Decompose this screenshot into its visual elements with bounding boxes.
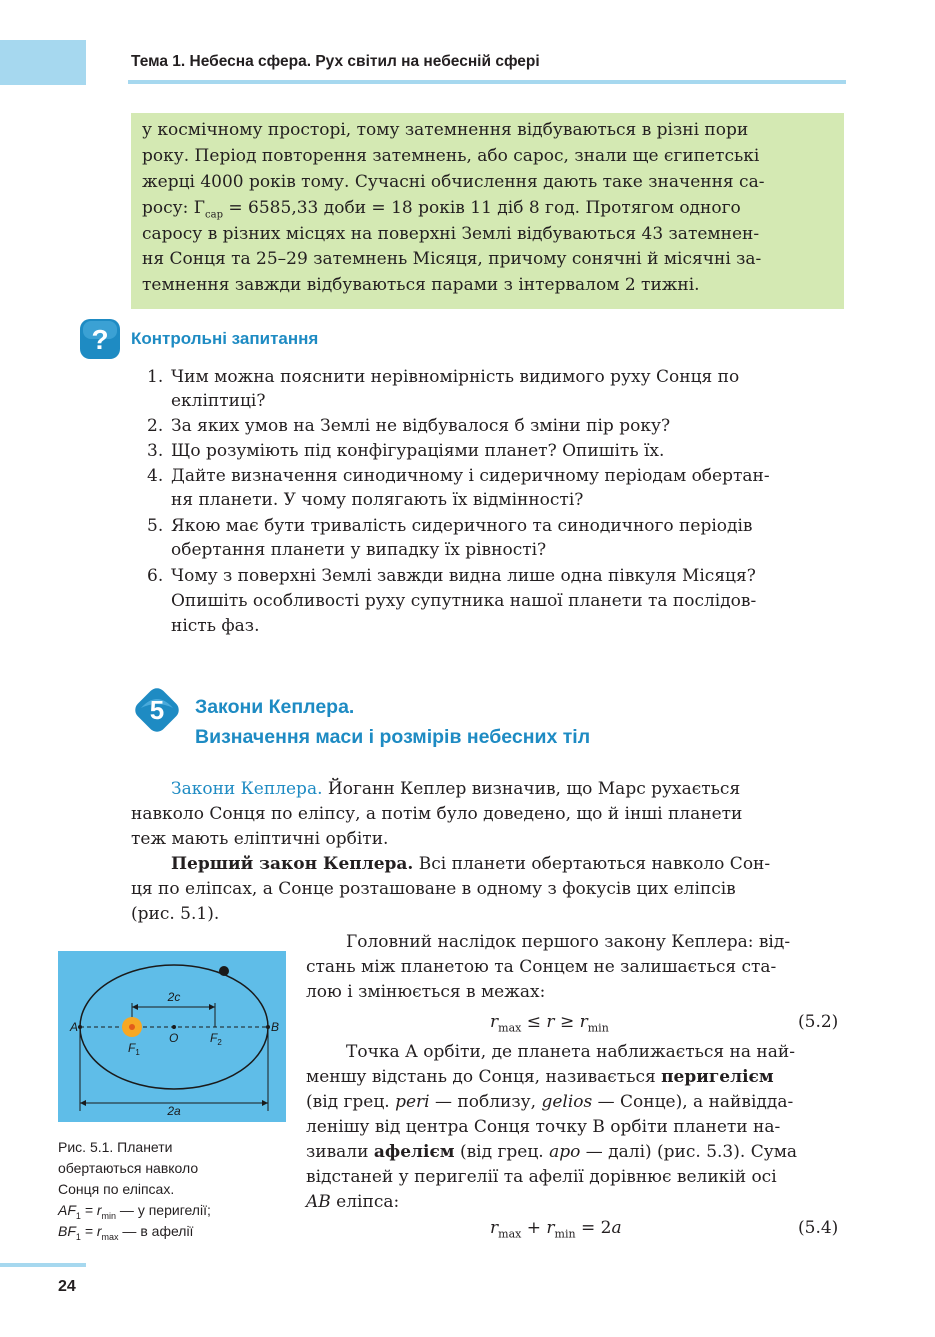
- box-line: року. Період повторення затемнень, або сарос, знали ще єгипетські: [142, 146, 760, 166]
- section-title-line2: Визначення маси і розмірів небесних тіл: [195, 726, 591, 748]
- questions-heading: Контрольні запитання: [131, 329, 319, 348]
- box-line: жерці 4000 років тому. Сучасні обчислення дають таке значення са-: [142, 172, 765, 192]
- question-number: 4.: [147, 466, 164, 486]
- question-text: ність фаз.: [171, 616, 260, 636]
- question-text: Що розуміють під конфігураціями планет? Опишіть їх.: [171, 441, 665, 461]
- question-text: ня планети. У чому полягають їх відмінності?: [171, 490, 584, 510]
- question-number: 6.: [147, 566, 164, 586]
- running-header: Тема 1. Небесна сфера. Рух світил на небесній сфері: [131, 53, 540, 70]
- label-2a: 2a: [167, 1104, 181, 1118]
- question-number: 5.: [147, 516, 164, 536]
- equation-number: (5.4): [798, 1218, 839, 1238]
- svg-text:5: 5: [149, 695, 165, 725]
- equation-number: (5.2): [798, 1012, 839, 1032]
- paragraph-line: Перший закон Кеплера. Всі планети обертаються навколо Сон-: [171, 854, 771, 874]
- paragraph-line: ленішу від центра Сонця точку В орбіти планети на-: [306, 1117, 781, 1137]
- term-perihelion: перигелієм: [661, 1067, 774, 1087]
- box-line: у космічному просторі, тому затемнення відбуваються в різні пори: [142, 120, 749, 140]
- figure-caption-line: обертаються навколо: [58, 1160, 199, 1176]
- label-F1: $F_1$: [128, 1041, 140, 1057]
- section-number-badge: [131, 684, 183, 736]
- paragraph-line: стань між планетою та Сонцем не залишається ста-: [306, 957, 777, 977]
- box-line: саросу в різних місцях на поверхні Землі відбуваються 43 затемнен-: [142, 224, 760, 244]
- paragraph-line: зивали афелієм (від грец. apo — далі) (рис. 5.3). Сума: [306, 1142, 798, 1162]
- question-text: екліптиці?: [171, 391, 266, 411]
- paragraph-line: лою і змінюється в межах:: [306, 982, 546, 1002]
- center-point: [172, 1025, 176, 1029]
- box-line-saros-formula: росу: $Г_{сар} = 6585,33$ доби = 18 років 11 діб 8 год. Протягом одного: [142, 198, 741, 221]
- arrowhead: [262, 1100, 268, 1106]
- paragraph-line: теж мають еліптичні орбіти.: [131, 829, 389, 849]
- question-text: Опишіть особливості руху супутника нашої планети та послідов-: [171, 591, 757, 611]
- figure-caption-line: $AF_1 = r_{min}$ — у перигелії;: [58, 1202, 211, 1221]
- paragraph-lead: Закони Кеплера.: [171, 779, 323, 799]
- paragraph-line: Закони Кеплера. Йоганн Кеплер визначив, що Марс рухається: [171, 779, 741, 799]
- vertex-B-point: [266, 1025, 270, 1029]
- section-title-line1: Закони Кеплера.: [195, 696, 355, 718]
- figure-caption-line: Рис. 5.1. Планети: [58, 1139, 173, 1155]
- question-text: Дайте визначення синодичному і сидеричному періодам обертан-: [171, 466, 770, 486]
- figure-ellipse-orbit: [58, 951, 286, 1122]
- paragraph-lead-bold: Перший закон Кеплера.: [171, 854, 414, 874]
- footer-rule: [0, 1263, 86, 1267]
- vertex-A-point: [78, 1025, 82, 1029]
- paragraph-line: відстаней у перигелії та афелії дорівнює великій осі: [306, 1167, 777, 1187]
- figure-caption-line: Сонця по еліпсах.: [58, 1181, 175, 1197]
- question-number: 1.: [147, 367, 164, 387]
- label-B: B: [271, 1020, 280, 1034]
- question-icon: [79, 318, 121, 360]
- paragraph-line: (від грец. peri — поблизу, gelios — Сонце), а найвідда-: [306, 1092, 794, 1112]
- label-F2: $F_2$: [210, 1031, 222, 1047]
- orbit-diagram: [58, 951, 286, 1122]
- paragraph-line: ця по еліпсах, а Сонце розташоване в одному з фокусів цих еліпсів: [131, 879, 736, 899]
- paragraph-line: (рис. 5.1).: [131, 904, 220, 924]
- question-number: 3.: [147, 441, 164, 461]
- arrowhead: [132, 1004, 138, 1010]
- label-A: A: [70, 1020, 79, 1034]
- corner-tab: [0, 40, 86, 85]
- box-line: темнення завжди відбуваються парами з інтервалом 2 тижні.: [142, 275, 700, 295]
- paragraph-line: Точка А орбіти, де планета наближається на най-: [346, 1042, 795, 1062]
- equation-5-4: $r_{max} + r_{min} = 2a$: [490, 1218, 622, 1241]
- question-text: Якою має бути тривалість сидеричного та синодичного періодів: [171, 516, 753, 536]
- term-aphelion: афелієм: [373, 1142, 455, 1162]
- sun-core: [129, 1024, 135, 1030]
- page-number: 24: [58, 1278, 76, 1295]
- equation-5-2: $r_{max} \le r \ge r_{min}$: [490, 1012, 609, 1035]
- header-rule: [128, 80, 846, 84]
- svg-text:?: ?: [91, 324, 109, 355]
- arrowhead: [209, 1004, 215, 1010]
- question-text: обертання планети у випадку їх рівності?: [171, 540, 547, 560]
- box-line: ня Сонця та 25–29 затемнень Місяця, причому сонячні й місячні за-: [142, 249, 762, 269]
- planet: [219, 966, 229, 976]
- label-2c: 2c: [167, 990, 181, 1004]
- question-text: Чому з поверхні Землі завжди видна лише одна півкуля Місяця?: [171, 566, 756, 586]
- paragraph-line: AB еліпса:: [306, 1192, 400, 1212]
- arrowhead: [80, 1100, 86, 1106]
- paragraph-line: меншу відстань до Сонця, називається перигелієм: [306, 1067, 774, 1087]
- paragraph-line: Головний наслідок першого закону Кеплера: від-: [346, 932, 791, 952]
- paragraph-line: навколо Сонця по еліпсу, а потім було доведено, що й інші планети: [131, 804, 743, 824]
- question-text: За яких умов на Землі не відбувалося б зміни пір року?: [171, 416, 671, 436]
- figure-caption-line: $BF_1 = r_{max}$ — в афелії: [58, 1223, 194, 1242]
- label-O: O: [169, 1031, 179, 1045]
- question-number: 2.: [147, 416, 164, 436]
- question-text: Чим можна пояснити нерівномірність видимого руху Сонця по: [171, 367, 740, 387]
